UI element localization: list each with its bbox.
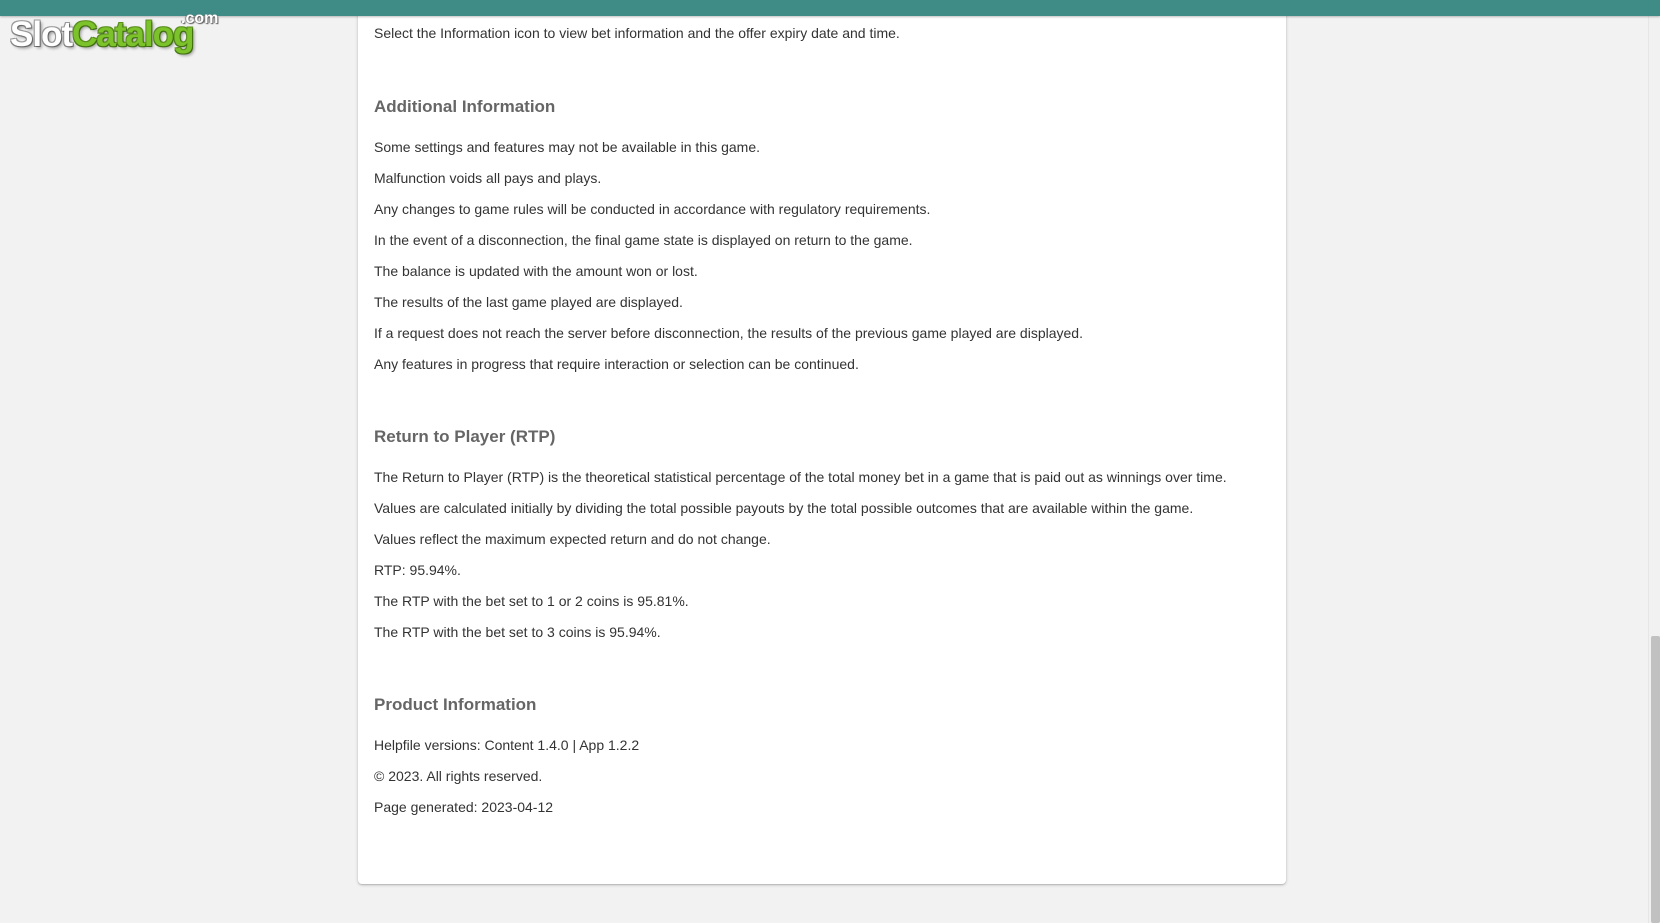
logo-com-text: .com [181,10,219,27]
rtp-line: The Return to Player (RTP) is the theoretical statistical percentage of the total money bet in a game that is paid out as winnings over time. [374,469,1227,485]
additional-info-line: If a request does not reach the server before disconnection, the results of the previous game played are displayed. [374,325,1083,341]
additional-info-line: Any features in progress that require interaction or selection can be continued. [374,356,859,372]
rtp-line: The RTP with the bet set to 3 coins is 95.94%. [374,624,661,640]
rtp-heading: Return to Player (RTP) [374,427,556,446]
information-icon-text: Select the Information icon to view bet information and the offer expiry date and time. [374,25,900,41]
product-information-heading: Product Information [374,695,537,714]
logo-catalog-text: Catalog [72,15,194,54]
logo-wordmark [10,15,193,55]
slotcatalog-logo[interactable] [10,8,219,56]
scrollbar-thumb[interactable] [1651,636,1660,923]
help-content-card [358,0,1286,884]
additional-info-line: Some settings and features may not be available in this game. [374,139,760,155]
rtp-line: The RTP with the bet set to 1 or 2 coins is 95.81%. [374,593,689,609]
vertical-scrollbar[interactable] [1648,0,1660,923]
additional-info-line: Any changes to game rules will be conducted in accordance with regulatory requirements. [374,201,931,217]
additional-info-line: Malfunction voids all pays and plays. [374,170,602,186]
additional-info-line: In the event of a disconnection, the final game state is displayed on return to the game. [374,232,913,248]
copyright-text: © 2023. All rights reserved. [374,768,543,784]
top-header-bar [0,0,1660,16]
helpfile-versions-text: Helpfile versions: Content 1.4.0 | App 1.2.2 [374,737,640,753]
logo-slot-text: Slot [10,15,73,54]
rtp-line: Values are calculated initially by dividing the total possible payouts by the total possible outcomes that are available within the game. [374,500,1194,516]
additional-info-line: The results of the last game played are displayed. [374,294,683,310]
additional-info-line: The balance is updated with the amount won or lost. [374,263,698,279]
rtp-line: Values reflect the maximum expected return and do not change. [374,531,771,547]
page-generated-text: Page generated: 2023-04-12 [374,799,554,815]
rtp-value: RTP: 95.94%. [374,562,461,578]
additional-information-heading: Additional Information [374,97,556,116]
